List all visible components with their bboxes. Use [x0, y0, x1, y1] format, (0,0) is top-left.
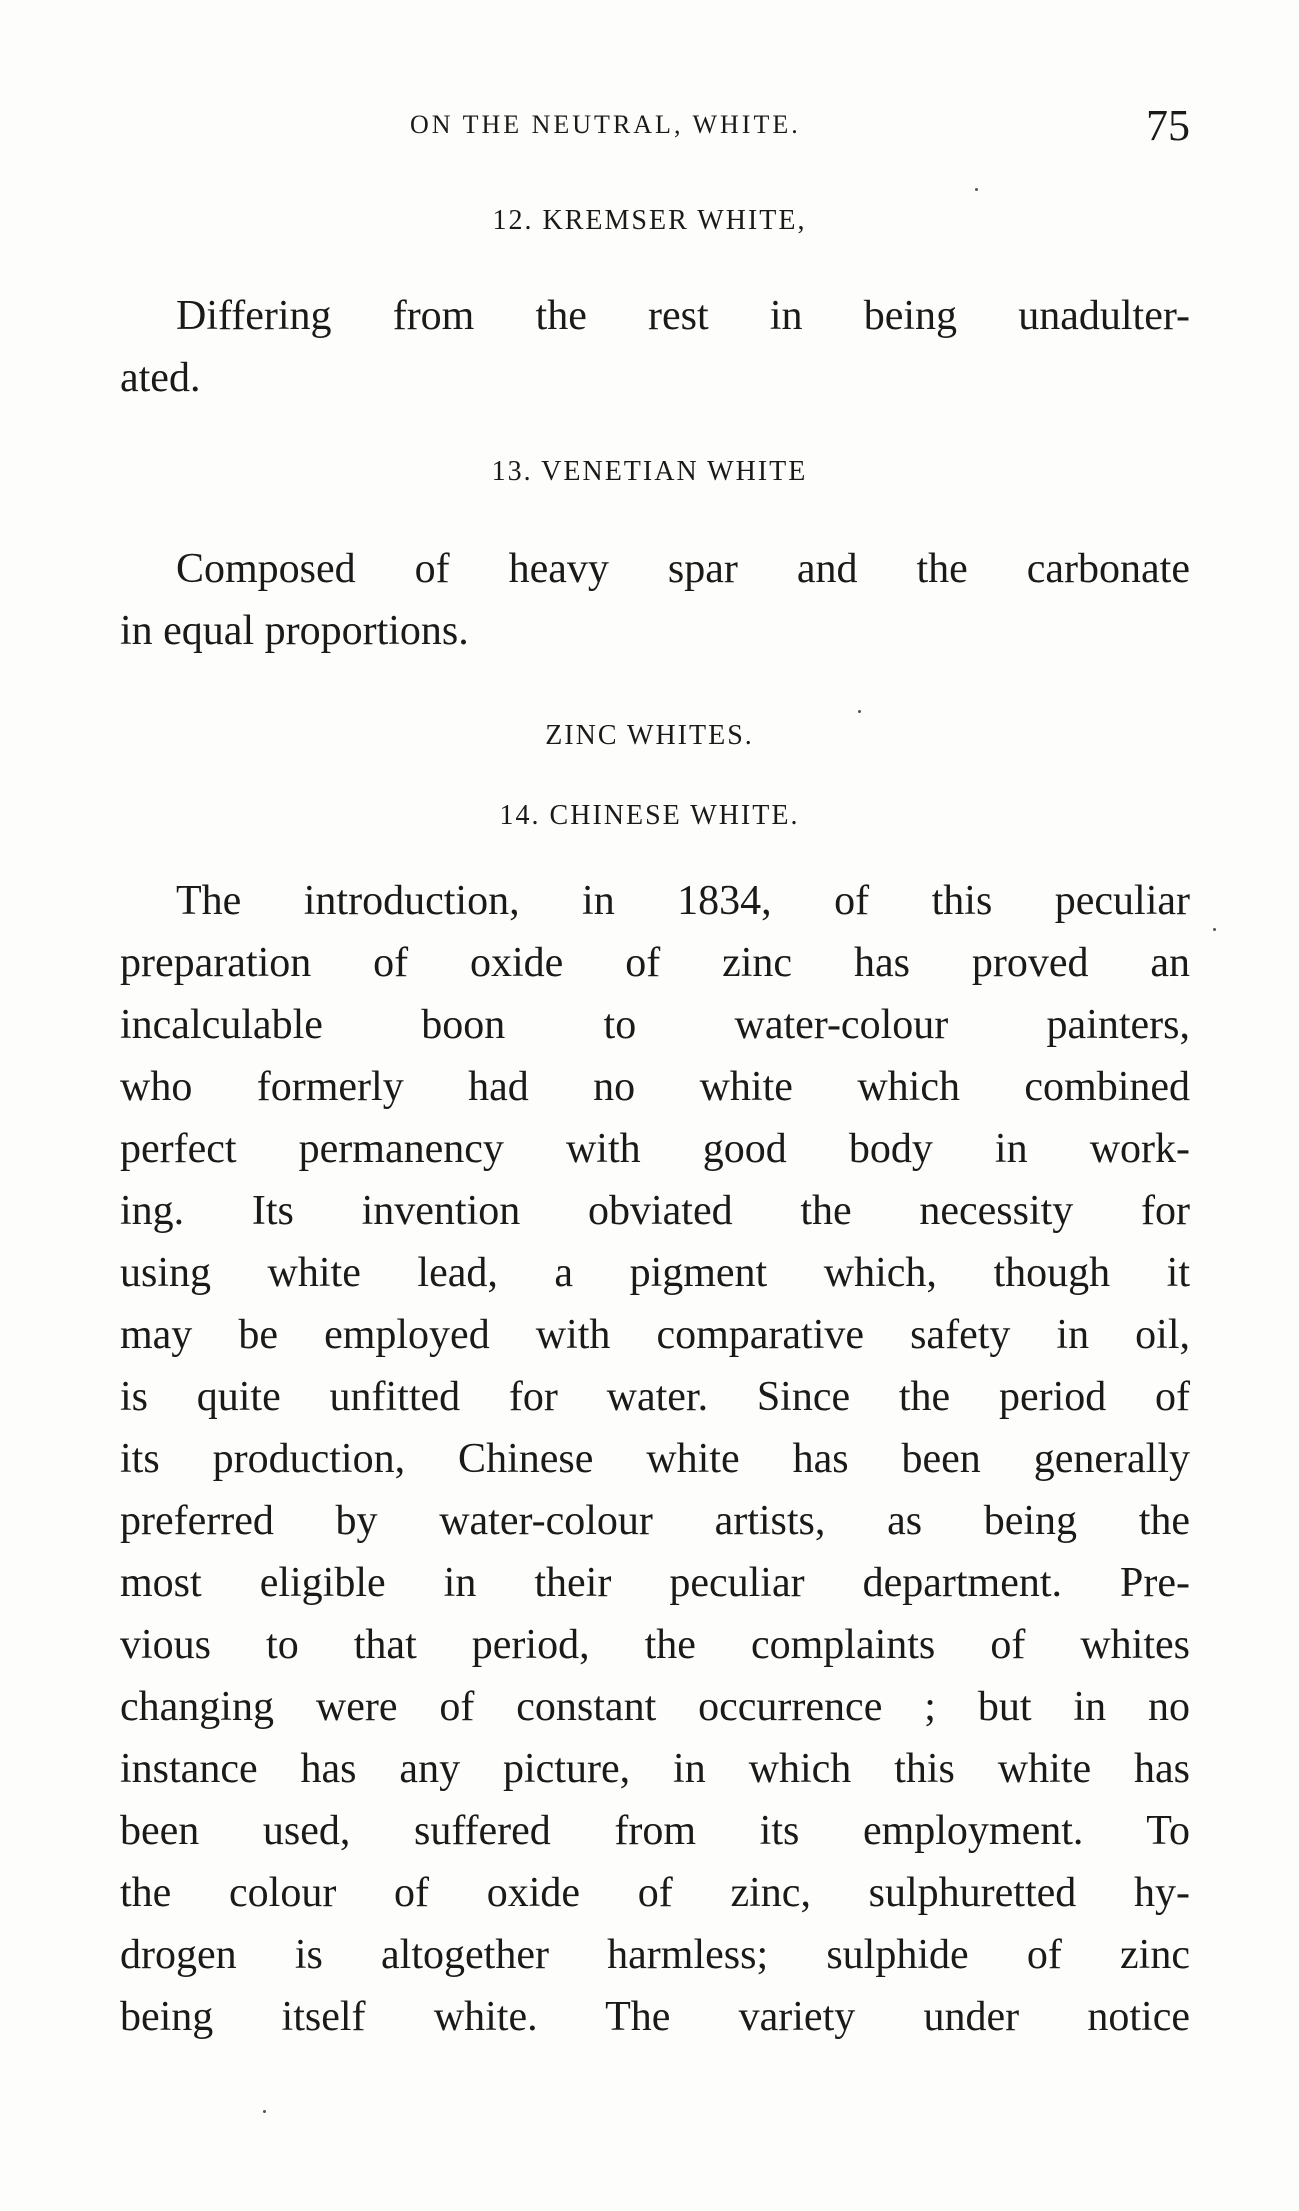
group-heading-zinc-whites: ZINC WHITES. [545, 720, 754, 751]
paper-speck [975, 188, 978, 191]
text-line: preparation of oxide of zinc has proved an [120, 940, 1190, 986]
page-number: 75 [1146, 101, 1190, 150]
text-line: the colour of oxide of zinc, sulphuretted hy- [120, 1870, 1190, 1916]
running-title: ON THE NEUTRAL, WHITE. [410, 110, 801, 139]
text-line: vious to that period, the complaints of whites [120, 1622, 1190, 1668]
section-heading-chinese: 14. CHINESE WHITE. [499, 800, 800, 831]
text-line: is quite unfitted for water. Since the period of [120, 1374, 1190, 1420]
paragraph-venetian [120, 538, 1190, 662]
text-line: Differing from the rest in being unadulter- [176, 293, 1190, 339]
text-line: Composed of heavy spar and the carbonate [176, 546, 1190, 592]
text-line: incalculable boon to water-colour painters, [120, 1002, 1190, 1048]
text-line: its production, Chinese white has been generally [120, 1436, 1190, 1482]
paper-speck [263, 2110, 266, 2113]
paragraph-kremser [120, 285, 1190, 409]
text-line: being itself white. The variety under notice [120, 1994, 1190, 2040]
text-line: ated. [120, 355, 201, 401]
text-line: in equal proportions. [120, 608, 469, 654]
text-line: preferred by water-colour artists, as being the [120, 1498, 1190, 1544]
text-line: perfect permanency with good body in work- [120, 1126, 1190, 1172]
section-heading-kremser: 12. KREMSER WHITE, [492, 205, 807, 236]
paper-speck [858, 710, 861, 713]
text-line: been used, suffered from its employment. To [120, 1808, 1190, 1854]
running-head [120, 100, 1190, 150]
text-line: The introduction, in 1834, of this peculiar [176, 878, 1190, 924]
text-line: who formerly had no white which combined [120, 1064, 1190, 1110]
section-heading-venetian: 13. VENETIAN WHITE [491, 456, 808, 487]
paragraph-chinese [120, 870, 1190, 2048]
text-line: most eligible in their peculiar department. Pre- [120, 1560, 1190, 1606]
text-line: changing were of constant occurrence ; but in no [120, 1684, 1190, 1730]
text-line: using white lead, a pigment which, though it [120, 1250, 1190, 1296]
paper-speck [1213, 928, 1216, 931]
text-line: may be employed with comparative safety in oil, [120, 1312, 1190, 1358]
text-line: ing. Its invention obviated the necessity for [120, 1188, 1190, 1234]
text-line: instance has any picture, in which this white has [120, 1746, 1190, 1792]
text-line: drogen is altogether harmless; sulphide of zinc [120, 1932, 1190, 1978]
